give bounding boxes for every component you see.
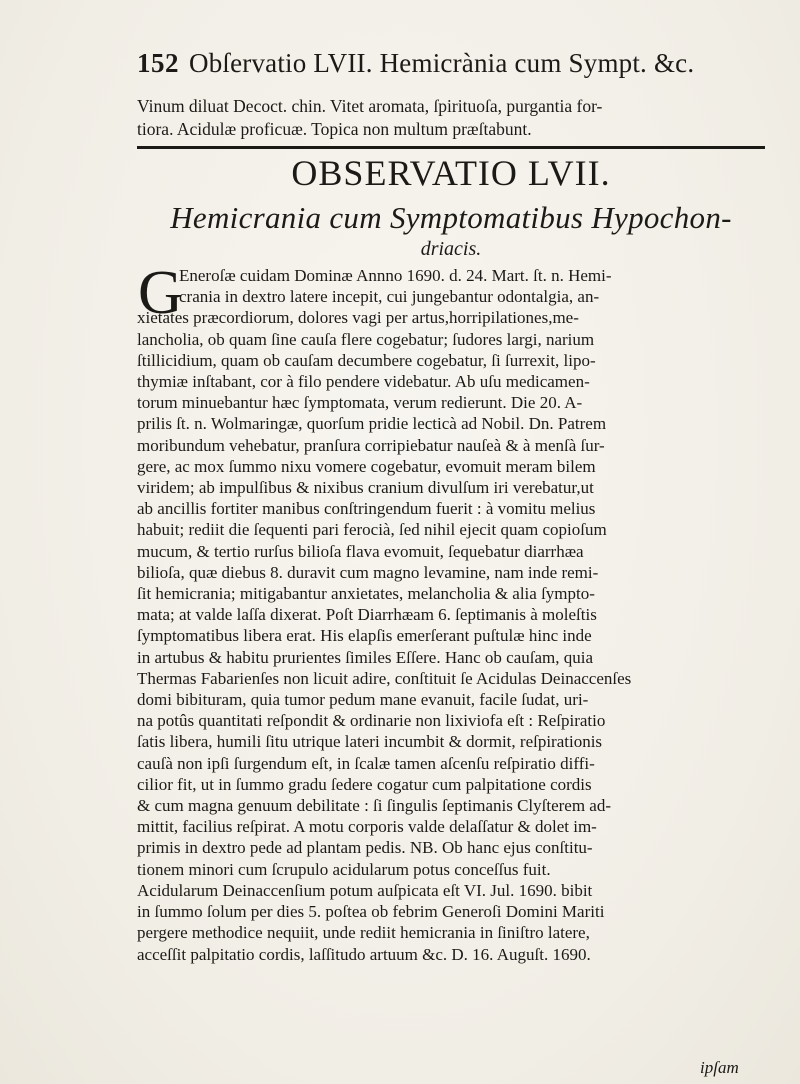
drop-cap: G xyxy=(138,259,183,327)
text-line: cauſà non ipſi ſurgendum eſt, in ſcalæ tamen aſcenſu reſpiratio diffi- xyxy=(137,753,595,773)
text-line: thymiæ inſtabant, cor à filo pendere videbatur. Ab uſu medicamen- xyxy=(137,372,590,392)
text-line: primis in dextro pede ad plantam pedis. NB. Ob hanc ejus conſtitu- xyxy=(137,838,593,858)
text-line: ſit hemicrania; mitigabantur anxietates, melancholia & alia ſympto- xyxy=(137,584,595,604)
section-divider xyxy=(137,146,765,149)
text-line: ab ancillis fortiter manibus conſtringendum fuerit : à vomitu melius xyxy=(137,499,596,519)
text-line: mata; at valde laſſa dixerat. Poſt Diarrhæam 6. ſeptimanis à moleſtis xyxy=(137,605,597,625)
catchword: ipſam xyxy=(700,1058,739,1077)
text-line: gere, ac mox ſummo nixu vomere cogebatur, evomuit meram bilem xyxy=(137,456,596,476)
text-line: xietates præcordiorum, dolores vagi per artus,horripilationes,me- xyxy=(137,308,579,328)
text-line: acceſſit palpitatio cordis, laſſitudo artuum &c. D. 16. Auguſt. 1690. xyxy=(137,944,591,964)
text-line: ſymptomatibus libera erat. His elapſis emerſerant puſtulæ hinc inde xyxy=(137,626,592,646)
observation-body xyxy=(137,265,765,965)
text-line: bilioſa, quæ diebus 8. duravit cum magno levamine, nam inde remi- xyxy=(137,562,599,582)
text-line: torum minuebantur hæc ſymptomata, verum redierunt. Die 20. A- xyxy=(137,393,583,413)
text-line: mucum, & tertio rurſus bilioſa flava evomuit, ſequebatur diarrhæa xyxy=(137,541,584,561)
text-line: pergere methodice nequiit, unde rediit hemicrania in ſiniſtro latere, xyxy=(137,923,590,943)
text-line: tiora. Acidulæ proficuæ. Topica non multum præſtabunt. xyxy=(137,119,532,139)
page-header xyxy=(137,48,765,88)
observation-title: OBSERVATIO LVII. xyxy=(291,153,611,193)
text-line: domi bibituram, quia tumor pedum mane evanuit, facile ſudat, uri- xyxy=(137,690,589,710)
text-line: ſtillicidium, quam ob cauſam decumbere cogebatur, ſi ſurrexit, lipo- xyxy=(137,350,596,370)
text-line: moribundum vehebatur, pranſura corripiebatur nauſeà & à menſà ſur- xyxy=(137,435,605,455)
observation-subtitle: Hemicrania cum Symptomatibus Hypochon- xyxy=(170,200,732,235)
text-line: ſatis libera, humili ſitu utrique lateri incumbit & dormit, reſpirationis xyxy=(137,732,603,752)
text-line: crania in dextro latere incepit, cui jungebantur odontalgia, an- xyxy=(179,287,600,307)
text-line: Thermas Fabarienſes non licuit adire, conſtituit ſe Acidulas Deinaccenſes xyxy=(137,668,632,688)
text-line: viridem; ab impulſibus & nixibus cranium divulſum iri verebatur,ut xyxy=(137,478,594,498)
text-line: habuit; rediit die ſequenti pari ferocià, ſed nihil ejecit quam copioſum xyxy=(137,520,607,540)
text-line: Acidularum Deinaccenſium potum auſpicata eſt VI. Jul. 1690. bibit xyxy=(137,880,593,900)
preceding-text xyxy=(137,95,765,141)
text-line: in artubus & habitu prurientes ſimiles Eſſere. Hanc ob cauſam, quia xyxy=(137,647,594,667)
text-line: na potûs quantitati reſpondit & ordinarie non lixiviofa eſt : Reſpiratio xyxy=(137,711,606,731)
text-line: cilior fit, ut in ſummo gradu ſedere cogatur cum palpitatione cordis xyxy=(137,774,592,794)
running-head: Obſervatio LVII. Hemicrània cum Sympt. &c. xyxy=(189,48,695,78)
text-line: mittit, facilius reſpirat. A motu corporis valde delaſſatur & dolet im- xyxy=(137,817,597,837)
page-number: 152 xyxy=(137,48,179,78)
text-line: Vinum diluat Decoct. chin. Vitet aromata, ſpirituoſa, purgantia for- xyxy=(137,96,603,116)
text-line: tionem minori cum ſcrupulo acidularum potus conceſſus fuit. xyxy=(137,859,551,879)
text-line: in ſummo ſolum per dies 5. poſtea ob febrim Generoſi Domini Mariti xyxy=(137,902,605,922)
observation-subtitle-continued: driacis. xyxy=(420,238,482,260)
text-line: lancholia, ob quam ſine cauſa flere cogebatur; ſudores largi, narium xyxy=(137,329,595,349)
text-line: Eneroſæ cuidam Dominæ Annno 1690. d. 24. Mart. ſt. n. Hemi- xyxy=(179,266,612,285)
text-line: & cum magna genuum debilitate : ſi ſingulis ſeptimanis Clyſterem ad- xyxy=(137,796,612,816)
text-line: prilis ſt. n. Wolmaringæ, quorſum pridie lecticà ad Nobil. Dn. Patrem xyxy=(137,414,607,434)
